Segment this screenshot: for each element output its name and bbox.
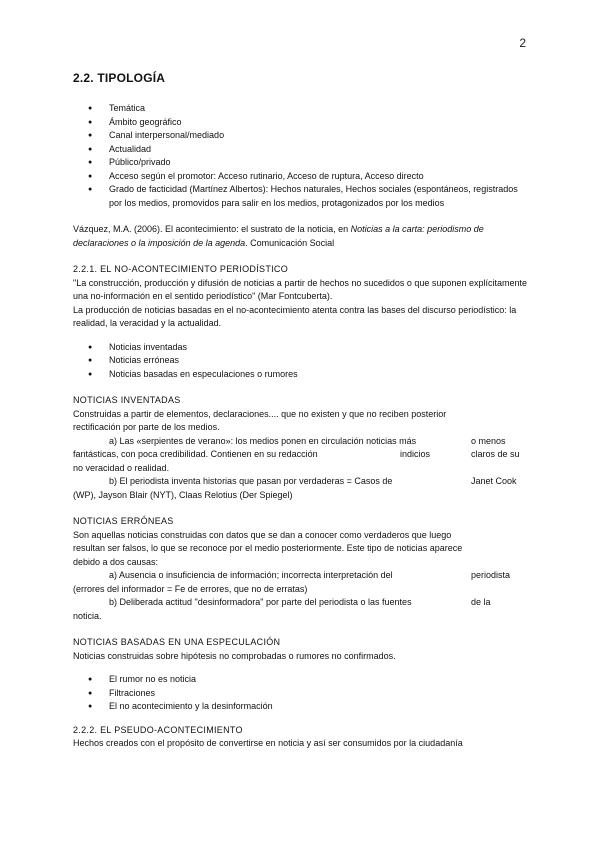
no-acontecimiento-list bbox=[73, 341, 529, 382]
list-item: ● El no acontecimiento y la desinformación bbox=[73, 700, 529, 714]
list-item: ● Grado de facticidad (Martínez Albertos): Hechos naturales, Hechos sociales (espontáneos, registrados por los medios, promovidos para salir en los medios, protagonizados por los medios bbox=[73, 183, 529, 210]
list-item: ● Acceso según el promotor: Acceso rutinario, Acceso de ruptura, Acceso directo bbox=[73, 170, 529, 184]
paragraph: Noticias construidas sobre hipótesis no comprobadas o rumores no confirmados. bbox=[73, 650, 396, 661]
list-item: ● Temática bbox=[73, 102, 529, 116]
reference-title: Noticias a la carta: periodismo de declaraciones o la imposición de la agenda bbox=[73, 224, 484, 248]
reference-publisher: . Comunicación Social bbox=[245, 237, 335, 248]
tipologia-list bbox=[73, 102, 529, 210]
paragraph: b) El periodista inventa historias que pasan por verdaderas = Casos de bbox=[109, 476, 393, 486]
subsection-title-221: 2.2.1. EL NO-ACONTECIMIENTO PERIODÍSTICO bbox=[73, 264, 289, 274]
especulacion-list bbox=[73, 673, 529, 714]
especulacion-title: NOTICIAS BASADAS EN UNA ESPECULACIÓN bbox=[73, 637, 281, 647]
list-item: ● Canal interpersonal/mediado bbox=[73, 129, 529, 143]
paragraph: no veracidad o realidad. bbox=[73, 462, 170, 473]
paragraph: Son aquellas noticias construidas con datos que se dan a conocer como verdaderos que luego bbox=[73, 529, 452, 540]
list-item: ● Actualidad bbox=[73, 143, 529, 157]
page-number: 2 bbox=[519, 36, 526, 50]
subsection-title-222: 2.2.2. EL PSEUDO-ACONTECIMIENTO bbox=[73, 724, 243, 735]
list-item: ● Noticias inventadas bbox=[73, 341, 529, 355]
list-item: ● Noticias basadas en especulaciones o rumores bbox=[73, 368, 529, 382]
inventadas-title: NOTICIAS INVENTADAS bbox=[73, 395, 181, 405]
reference-author: Vázquez, M.A. (2006). El acontecimiento: el sustrato de la noticia, en bbox=[73, 224, 351, 234]
document-body bbox=[73, 70, 529, 751]
paragraph: Hechos creados con el propósito de convertirse en noticia y así ser consumidos por la ciudadanía bbox=[73, 738, 463, 748]
list-item: ● Ámbito geográfico bbox=[73, 116, 529, 130]
paragraph-fragment: indicios bbox=[400, 449, 431, 459]
paragraph-fragment: o menos bbox=[471, 435, 506, 446]
paragraph: noticia. bbox=[73, 610, 102, 621]
paragraph-fragment: Janet Cook bbox=[471, 476, 517, 486]
list-item: ● Filtraciones bbox=[73, 687, 529, 701]
erroneas-title: NOTICIAS ERRÓNEAS bbox=[73, 516, 174, 526]
paragraph-fragment: de la bbox=[471, 597, 491, 607]
paragraph: resultan ser falsos, lo que se reconoce por el medio posteriormente. Este tipo de noticias aparece bbox=[73, 543, 463, 553]
paragraph: rectificación por parte de los medios. bbox=[73, 422, 220, 432]
quote: "La construcción, producción y difusión de noticias a partir de hechos no sucedidos o que suponen explícitamente una no-información en el sentido periodístico" (Mar Fontcuberta). bbox=[73, 277, 527, 301]
reference bbox=[73, 223, 529, 250]
paragraph: a) Ausencia o insuficiencia de información; incorrecta interpretación del bbox=[109, 570, 393, 580]
paragraph: (errores del informador = Fe de errores, que no de erratas) bbox=[73, 583, 308, 594]
list-item: ● El rumor no es noticia bbox=[73, 673, 529, 687]
paragraph: fantásticas, con poca credibilidad. Contienen en su redacción bbox=[73, 449, 318, 459]
paragraph: debido a dos causas: bbox=[73, 556, 159, 567]
paragraph-fragment: claros de su bbox=[471, 449, 520, 459]
list-item: ● Noticias erróneas bbox=[73, 354, 529, 368]
list-item: ● Público/privado bbox=[73, 156, 529, 170]
section-heading: 2.2. TIPOLOGÍA bbox=[73, 71, 166, 85]
paragraph: b) Deliberada actitud "desinformadora" por parte del periodista o las fuentes bbox=[109, 597, 412, 607]
paragraph: a) Las «serpientes de verano»: los medios ponen en circulación noticias más bbox=[109, 435, 417, 446]
paragraph: Construidas a partir de elementos, declaraciones.... que no existen y que no reciben posterior bbox=[73, 408, 447, 419]
paragraph-fragment: periodista bbox=[471, 570, 511, 580]
paragraph: (WP), Jayson Blair (NYT), Claas Relotius (Der Spiegel) bbox=[73, 489, 293, 500]
paragraph: La producción de noticias basadas en el no-acontecimiento atenta contra las bases del discurso periodístico: la realidad, la veracidad y la actualidad. bbox=[73, 304, 517, 328]
